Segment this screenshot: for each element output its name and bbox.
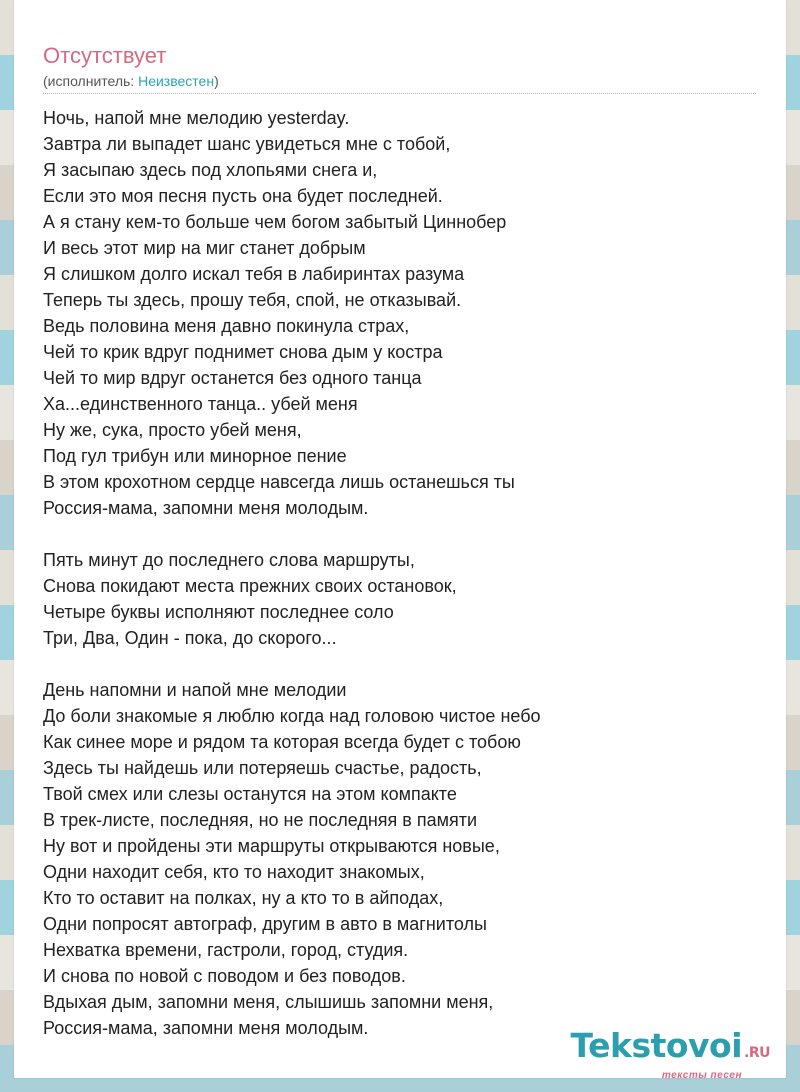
lyric-line: Пять минут до последнего слова маршруты, [43, 550, 415, 570]
lyric-line: Снова покидают места прежних своих остановок, [43, 576, 457, 596]
lyric-line: В трек-листе, последняя, но не последняя в памяти [43, 810, 478, 830]
lyric-line: Три, Два, Один - пока, до скорого... [43, 628, 337, 648]
lyric-line: Под гул трибун или минорное пение [43, 446, 347, 466]
artist-prefix: (исполнитель: [43, 73, 139, 89]
lyric-line: Вдыхая дым, запомни меня, слышишь запомни меня, [43, 992, 494, 1012]
lyric-line: Как синее море и рядом та которая всегда будет с тобою [43, 732, 521, 752]
lyrics-verse [43, 547, 763, 651]
lyric-line: Теперь ты здесь, прошу тебя, спой, не отказывай. [43, 290, 462, 310]
lyric-line: До боли знакомые я люблю когда над головою чистое небо [43, 706, 541, 726]
lyrics-verse [43, 105, 763, 521]
watermark-logo [565, 1028, 770, 1071]
lyric-line: Одни попросят автограф, другим в авто в магнитолы [43, 914, 487, 934]
lyric-line: Ну же, сука, просто убей меня, [43, 420, 302, 440]
artist-link[interactable]: Неизвестен [138, 73, 215, 89]
lyric-line: Если это моя песня пусть она будет последней. [43, 186, 443, 206]
lyric-line: И снова по новой с поводом и без поводов. [43, 966, 406, 986]
song-title: Отсутствует [43, 43, 167, 68]
site-watermark[interactable] [565, 1026, 770, 1081]
lyric-line: Четыре буквы исполняют последнее соло [43, 602, 394, 622]
lyric-line: В этом крохотном сердце навсегда лишь останешься ты [43, 472, 515, 492]
lyric-line: Чей то крик вдруг поднимет снова дым у костра [43, 342, 443, 362]
lyric-line: Ну вот и пройдены эти маршруты открываются новые, [43, 836, 500, 856]
lyric-line: Ночь, напой мне мелодию yesterday. [43, 108, 350, 128]
lyric-line: День напомни и напой мне мелодии [43, 680, 347, 700]
lyric-line: А я стану кем-то больше чем богом забытый Циннобер [43, 212, 507, 232]
lyric-line: Я слишком долго искал тебя в лабиринтах разума [43, 264, 465, 284]
lyric-line: Нехватка времени, гастроли, город, студия. [43, 940, 409, 960]
artist-suffix: ) [214, 73, 219, 89]
lyric-line: Я засыпаю здесь под хлопьями снега и, [43, 160, 378, 180]
lyric-line: Ха...единственного танца.. убей меня [43, 394, 358, 414]
lyric-line: Россия-мама, запомни меня молодым. [43, 1018, 369, 1038]
lyric-line: Одни находит себя, кто то находит знакомых, [43, 862, 425, 882]
lyric-line: Россия-мама, запомни меня молодым. [43, 498, 369, 518]
lyric-line: Ведь половина меня давно покинула страх, [43, 316, 410, 336]
lyrics-verse [43, 677, 763, 1041]
watermark-tld: .RU [744, 1045, 770, 1061]
lyric-line: И весь этот мир на миг станет добрым [43, 238, 366, 258]
watermark-tagline: тексты песен [661, 1070, 742, 1081]
lyric-line: Чей то мир вдруг останется без одного танца [43, 368, 422, 388]
header-divider [43, 93, 756, 94]
lyric-line: Твой смех или слезы останутся на этом компакте [43, 784, 457, 804]
lyric-line: Завтра ли выпадет шанс увидеться мне с тобой, [43, 134, 451, 154]
lyrics-body [43, 105, 763, 1041]
lyric-line: Кто то оставит на полках, ну а кто то в айподах, [43, 888, 444, 908]
lyric-line: Здесь ты найдешь или потеряешь счастье, радость, [43, 758, 482, 778]
artist-line [43, 72, 219, 90]
watermark-brand: Tekstovoi [570, 1026, 743, 1065]
